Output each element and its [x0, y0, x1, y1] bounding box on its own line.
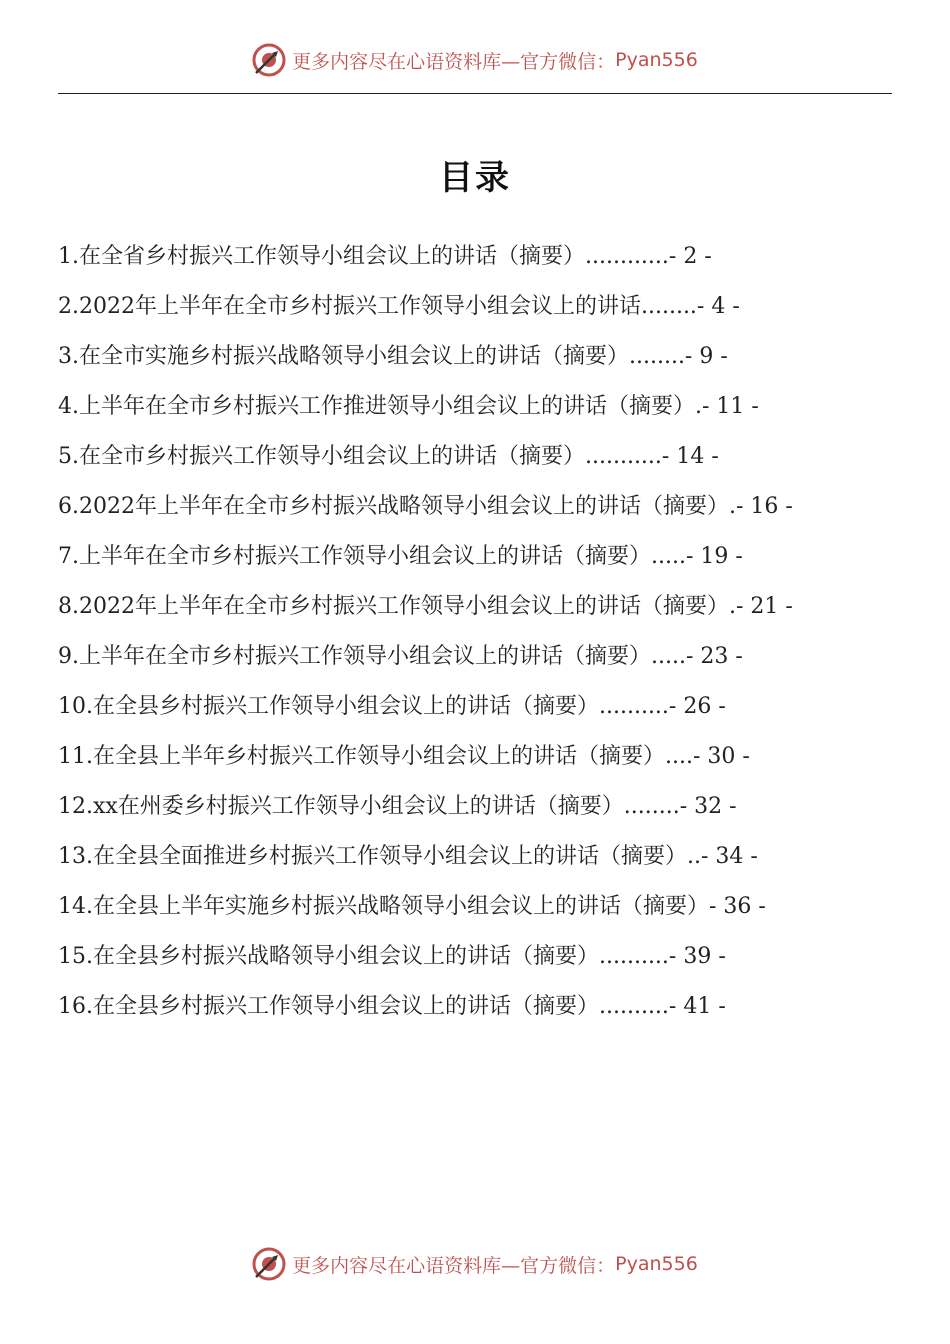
toc-item[interactable]: 8.2022年上半年在全市乡村振兴工作领导小组会议上的讲话（摘要）.- 21 - [58, 594, 793, 619]
toc-item[interactable]: 1.在全省乡村振兴工作领导小组会议上的讲话（摘要）............- 2 - [58, 244, 712, 269]
brand-logo-icon [252, 43, 286, 77]
toc-item[interactable]: 5.在全市乡村振兴工作领导小组会议上的讲话（摘要）...........- 14 - [58, 444, 719, 469]
toc-item[interactable]: 15.在全县乡村振兴战略领导小组会议上的讲话（摘要）..........- 39 - [58, 944, 726, 969]
toc-item[interactable]: 13.在全县全面推进乡村振兴工作领导小组会议上的讲话（摘要）..- 34 - [58, 844, 758, 869]
toc-item[interactable]: 9.上半年在全市乡村振兴工作领导小组会议上的讲话（摘要）.....- 23 - [58, 644, 743, 669]
toc-item[interactable]: 6.2022年上半年在全市乡村振兴战略领导小组会议上的讲话（摘要）.- 16 - [58, 494, 793, 519]
toc-item[interactable]: 7.上半年在全市乡村振兴工作领导小组会议上的讲话（摘要）.....- 19 - [58, 544, 743, 569]
header-divider [58, 93, 892, 94]
toc-item[interactable]: 12.xx在州委乡村振兴工作领导小组会议上的讲话（摘要）........- 32 - [58, 794, 737, 819]
toc-item[interactable]: 4.上半年在全市乡村振兴工作推进领导小组会议上的讲话（摘要）.- 11 - [58, 394, 759, 419]
footer-text: 更多内容尽在心语资料库—官方微信： [292, 1254, 616, 1277]
footer-wechat-id: Pyan556 [615, 1253, 698, 1275]
toc-item[interactable]: 11.在全县上半年乡村振兴工作领导小组会议上的讲话（摘要）....- 30 - [58, 744, 750, 769]
header-wechat-id: Pyan556 [615, 49, 698, 71]
table-of-contents [58, 232, 892, 1032]
brand-logo-icon [252, 1247, 286, 1281]
toc-item[interactable]: 2.2022年上半年在全市乡村振兴工作领导小组会议上的讲话........- 4 - [58, 294, 740, 319]
toc-item[interactable]: 16.在全县乡村振兴工作领导小组会议上的讲话（摘要）..........- 41 - [58, 994, 726, 1019]
footer-banner [0, 1244, 950, 1284]
toc-item[interactable]: 3.在全市实施乡村振兴战略领导小组会议上的讲话（摘要）........- 9 - [58, 344, 728, 369]
header-text: 更多内容尽在心语资料库—官方微信： [292, 50, 616, 73]
toc-item[interactable]: 14.在全县上半年实施乡村振兴战略领导小组会议上的讲话（摘要）- 36 - [58, 894, 766, 919]
header-banner [0, 40, 950, 80]
page-title: 目录 [439, 158, 511, 198]
toc-item[interactable]: 10.在全县乡村振兴工作领导小组会议上的讲话（摘要）..........- 26 - [58, 694, 726, 719]
